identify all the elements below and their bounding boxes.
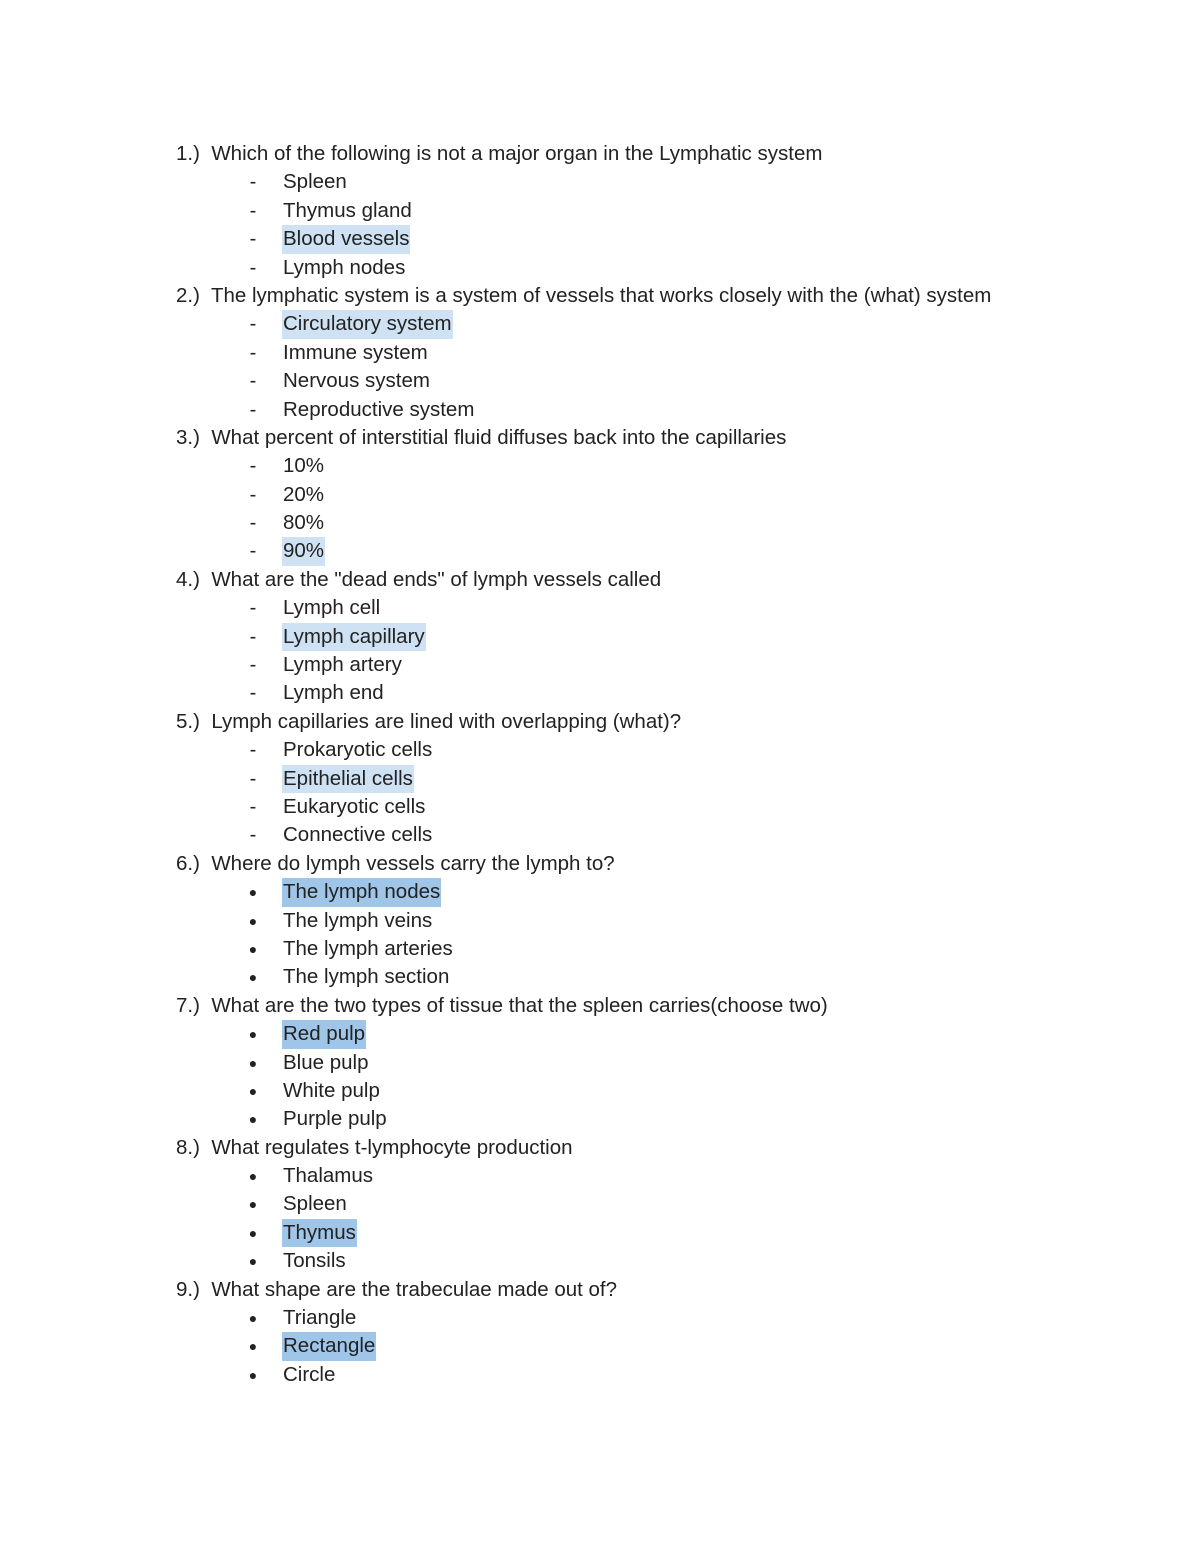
answer-options	[176, 736, 1136, 850]
answer-option-highlighted	[176, 310, 1136, 338]
option-label: Thalamus	[283, 1164, 374, 1188]
answer-option-highlighted	[176, 1332, 1136, 1360]
option-label: The lymph arteries	[283, 936, 453, 960]
answer-option	[176, 907, 1136, 935]
question-text: 1.) Which of the following is not a major organ in the Lymphatic system	[176, 142, 823, 165]
option-label: Lymph artery	[283, 653, 402, 677]
dash-marker: -	[249, 313, 257, 336]
option-label: Circulatory system	[282, 310, 453, 338]
option-label: 80%	[283, 511, 325, 535]
dash-marker: -	[249, 540, 257, 563]
option-label: Lymph nodes	[283, 255, 406, 279]
option-label: The lymph veins	[283, 908, 433, 932]
dash-marker: -	[249, 171, 257, 194]
answer-option	[176, 1077, 1136, 1105]
option-label: Lymph end	[283, 681, 384, 705]
question-1	[176, 140, 1136, 282]
option-label: Connective cells	[283, 823, 433, 847]
answer-options	[176, 452, 1136, 566]
option-label: Epithelial cells	[282, 765, 414, 793]
bullet-icon: ●	[248, 1082, 258, 1099]
option-label: Lymph capillary	[282, 623, 426, 651]
answer-option	[176, 254, 1136, 282]
option-label: 90%	[282, 537, 325, 565]
answer-options	[176, 1162, 1136, 1276]
bullet-icon: ●	[248, 1224, 258, 1241]
answer-option-highlighted	[176, 1219, 1136, 1247]
answer-option	[176, 452, 1136, 480]
answer-option	[176, 594, 1136, 622]
answer-option	[176, 793, 1136, 821]
bullet-icon: ●	[248, 912, 258, 929]
answer-option	[176, 1361, 1136, 1389]
option-label: Thymus	[282, 1219, 357, 1247]
option-label: Triangle	[283, 1306, 357, 1330]
bullet-icon: ●	[248, 1253, 258, 1270]
dash-marker: -	[249, 341, 257, 364]
question-text: 3.) What percent of interstitial fluid diffuses back into the capillaries	[176, 425, 787, 449]
option-label: The lymph section	[283, 965, 450, 989]
option-label: Thymus gland	[283, 198, 412, 222]
dash-marker: -	[249, 682, 257, 705]
answer-options	[176, 1304, 1136, 1389]
bullet-icon: ●	[248, 1168, 258, 1185]
dash-marker: -	[249, 824, 257, 847]
dash-marker: -	[249, 483, 257, 506]
question-7	[176, 992, 1136, 1134]
bullet-icon: ●	[248, 1026, 258, 1043]
answer-option-highlighted	[176, 765, 1136, 793]
bullet-icon: ●	[248, 1196, 258, 1213]
bullet-icon: ●	[248, 1366, 258, 1383]
answer-option	[176, 736, 1136, 764]
answer-option	[176, 509, 1136, 537]
option-label: 10%	[283, 454, 325, 478]
question-text: 2.) The lymphatic system is a system of vessels that works closely with the (what) system	[176, 283, 992, 307]
bullet-icon: ●	[248, 1338, 258, 1355]
question-text: 5.) Lymph capillaries are lined with overlapping (what)?	[176, 709, 682, 733]
answer-options	[176, 594, 1136, 708]
answer-option	[176, 935, 1136, 963]
option-label: Spleen	[283, 1192, 347, 1216]
dash-marker: -	[249, 370, 257, 393]
dash-marker: -	[249, 795, 257, 818]
option-label: Blue pulp	[283, 1050, 369, 1074]
answer-option	[176, 1190, 1136, 1218]
answer-option	[176, 963, 1136, 991]
answer-option-highlighted	[176, 623, 1136, 651]
option-label: Rectangle	[282, 1332, 376, 1360]
option-label: Lymph cell	[283, 596, 381, 620]
option-label: Immune system	[283, 340, 428, 364]
question-5	[176, 708, 1136, 850]
quiz-list	[176, 140, 1136, 1389]
answer-option	[176, 339, 1136, 367]
answer-option	[176, 367, 1136, 395]
bullet-icon: ●	[248, 1054, 258, 1071]
option-label: 20%	[283, 482, 325, 506]
question-4	[176, 566, 1136, 708]
dash-marker: -	[249, 654, 257, 677]
question-2	[176, 282, 1136, 424]
option-label: Tonsils	[283, 1249, 346, 1273]
dash-marker: -	[249, 597, 257, 620]
option-label: Prokaryotic cells	[283, 738, 433, 762]
bullet-icon: ●	[248, 884, 258, 901]
answer-options	[176, 168, 1136, 282]
answer-option	[176, 1162, 1136, 1190]
answer-option	[176, 197, 1136, 225]
dash-marker: -	[249, 739, 257, 762]
bullet-icon: ●	[248, 1111, 258, 1128]
answer-option	[176, 1105, 1136, 1133]
bullet-icon: ●	[248, 940, 258, 957]
dash-marker: -	[249, 625, 257, 648]
dash-marker: -	[249, 398, 257, 421]
answer-option	[176, 396, 1136, 424]
answer-option-highlighted	[176, 537, 1136, 565]
answer-options	[176, 310, 1136, 424]
answer-option	[176, 1049, 1136, 1077]
option-label: Blood vessels	[282, 225, 410, 253]
option-label: Spleen	[283, 170, 347, 194]
dash-marker: -	[249, 228, 257, 251]
dash-marker: -	[249, 199, 257, 222]
dash-marker: -	[249, 455, 257, 478]
answer-option	[176, 168, 1136, 196]
answer-option	[176, 481, 1136, 509]
dash-marker: -	[249, 512, 257, 535]
answer-option	[176, 679, 1136, 707]
option-label: Circle	[283, 1362, 336, 1386]
answer-options	[176, 878, 1136, 992]
option-label: Nervous system	[283, 369, 430, 393]
answer-option-highlighted	[176, 878, 1136, 906]
question-3	[176, 424, 1136, 566]
bullet-icon: ●	[248, 969, 258, 986]
question-8	[176, 1134, 1136, 1276]
question-text: 6.) Where do lymph vessels carry the lymph to?	[176, 851, 615, 875]
question-text: 8.) What regulates t-lymphocyte production	[176, 1135, 573, 1159]
answer-options	[176, 1020, 1136, 1134]
option-label: Red pulp	[282, 1020, 366, 1048]
question-text: 7.) What are the two types of tissue that the spleen carries(choose two)	[176, 993, 828, 1017]
option-label: White pulp	[283, 1078, 380, 1102]
answer-option-highlighted	[176, 1020, 1136, 1048]
answer-option	[176, 651, 1136, 679]
answer-option	[176, 1304, 1136, 1332]
option-label: Eukaryotic cells	[283, 794, 426, 818]
answer-option	[176, 821, 1136, 849]
answer-option	[176, 1247, 1136, 1275]
option-label: Reproductive system	[283, 397, 475, 421]
option-label: The lymph nodes	[282, 878, 441, 906]
question-text: 9.) What shape are the trabeculae made out of?	[176, 1277, 618, 1301]
answer-option-highlighted	[176, 225, 1136, 253]
bullet-icon: ●	[248, 1310, 258, 1327]
question-6	[176, 850, 1136, 992]
question-text: 4.) What are the "dead ends" of lymph vessels called	[176, 567, 662, 591]
dash-marker: -	[249, 767, 257, 790]
dash-marker: -	[249, 256, 257, 279]
question-9	[176, 1276, 1136, 1390]
option-label: Purple pulp	[283, 1107, 387, 1131]
